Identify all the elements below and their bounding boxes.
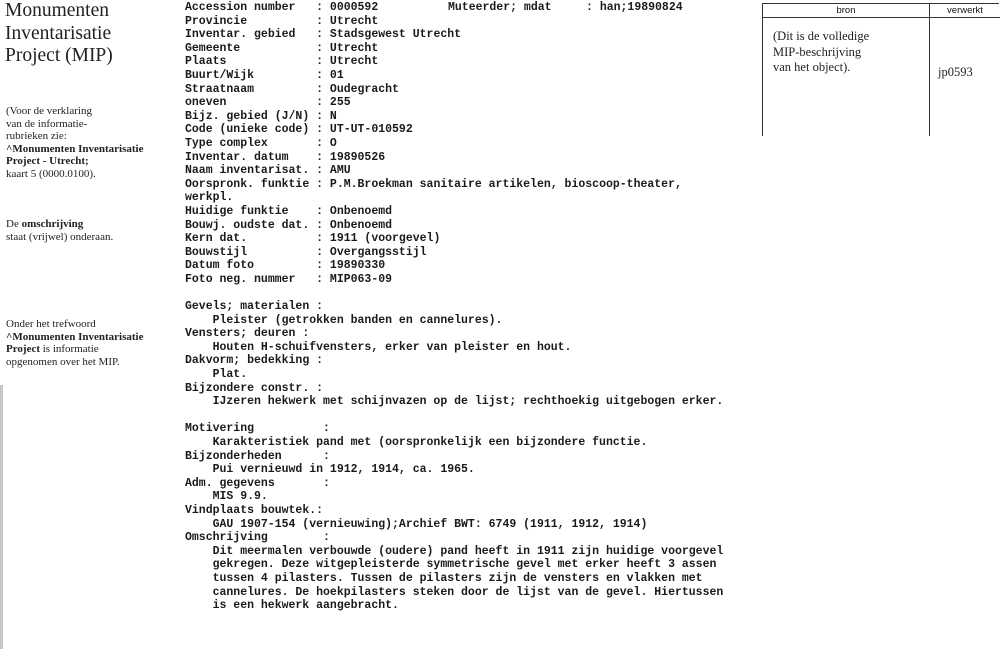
section-heading: Vensters; deuren : [185,327,310,341]
field-value: 01 [329,68,344,82]
section-heading: Gevels; materialen : [185,300,324,314]
note-text: rubrieken zie: [6,130,67,143]
field-value: Stadsgewest Utrecht [329,28,462,42]
note-text: opgenomen over het MIP. [6,355,120,368]
field-label: Inventar. gebied [185,28,296,42]
field-label: Straatnaam [185,82,255,96]
field-row [185,15,723,29]
field-label: Plaats [185,55,227,69]
title-line: Inventarisatie [5,22,112,44]
note-text: kaart 5 (0000.0100). [6,167,96,180]
section-text: Pleister (getrokken banden en cannelures). [212,313,503,327]
field-separator: : [316,14,330,28]
section-text: Plat. [212,368,248,382]
section-text: Houten H-schuifvensters, erker van pleister en hout. [212,340,572,354]
blank-line [185,409,723,423]
title-line: Monumenten [5,0,109,21]
bron-cell [773,29,869,76]
field-row [185,96,723,110]
note-text: De [6,218,22,230]
field-value: O [329,136,337,150]
field-value: Overgangsstijl [329,245,427,259]
field-value: MIP063-09 [329,272,393,286]
section-text: gekregen. Deze witgepleisterde symmetrische gevel met erker heeft 3 assen [212,558,717,572]
section-heading: Adm. gegevens : [185,476,330,490]
note-text: (Voor de verklaring [6,105,92,117]
field-value: 255 [329,96,351,110]
blank-line [185,286,723,300]
field-row [185,164,723,178]
field-value: N [329,109,337,123]
note-text: staat (vrijwel) onderaan. [6,230,114,243]
section-text: IJzeren hekwerk met schijnvazen op de lijst; rechthoekig uitgebogen erker. [212,395,724,409]
bron-line: (Dit is de volledige [773,29,870,43]
field-label: Type complex [185,136,268,150]
field-row [185,151,723,165]
field-label: Gemeente [185,41,241,55]
section-heading: Bijzonderheden : [185,449,330,463]
field-label: Code (unieke code) [185,123,310,137]
field-label: Accession number [185,1,296,14]
field-value: Utrecht [329,55,379,69]
field-separator: : [316,41,330,55]
field-separator: : [316,164,330,178]
header-bron: bron [763,4,929,18]
note-text: Onder het trefwoord [6,318,96,330]
field-value: 1911 (voorgevel) [329,232,441,246]
field-value: AMU [329,164,351,178]
note-link: ^Monumenten Inventarisatie [6,142,144,155]
field-row [185,42,723,56]
field-value: : han;19890824 [586,1,683,14]
section-heading: Dakvorm; bedekking : [185,354,324,368]
field-value: 19890526 [329,150,386,164]
section-text: GAU 1907-154 (vernieuwing);Archief BWT: 6749 (1911, 1912, 1914) [212,517,648,531]
section-text: MIS 9.9. [212,490,268,504]
field-label: Foto neg. nummer [185,272,296,286]
field-label: Naam inventarisat. [185,164,310,178]
field-label: Inventar. datum [185,150,289,164]
note-keyword [6,318,143,368]
field-row [185,205,723,219]
field-value: P.M.Broekman sanitaire artikelen, bioscoop-theater, [329,177,682,191]
note-link: Project - Utrecht; [6,155,89,168]
field-value: Onbenoemd [329,204,393,218]
field-separator: : [316,245,330,259]
field-row [185,178,723,192]
bron-line: van het object). [773,60,851,74]
field-separator: : [316,232,330,246]
document-title [5,0,113,68]
field-label: Bouwj. oudste dat. [185,218,310,232]
field-label: Huidige funktie [185,204,289,218]
field-separator: : [316,96,330,110]
field-label: Buurt/Wijk [185,68,255,82]
field-value: Oudegracht [329,82,399,96]
field-row [185,273,723,287]
field-row [185,259,723,273]
section-text: Dit meermalen verbouwde (oudere) pand heeft in 1911 zijn huidige voorgevel [212,544,724,558]
source-table [762,3,999,136]
field-value: 0000592 [329,1,379,14]
field-continuation: werkpl. [185,191,234,205]
note-text: is informatie [40,343,99,356]
section-heading: Bijzondere constr. : [185,381,324,395]
field-value: UT-UT-010592 [329,123,413,137]
field-row [185,110,723,124]
field-row [185,137,723,151]
field-label: Kern dat. [185,232,248,246]
field-label: Muteerder; mdat [448,1,552,14]
field-label: Oorspronk. funktie [185,177,310,191]
field-separator: : [316,28,330,42]
section-text: is een hekwerk aangebracht. [212,599,399,613]
field-row [185,246,723,260]
field-row [185,219,723,233]
field-separator: : [316,204,330,218]
note-link: ^Monumenten Inventarisatie [6,330,144,343]
field-separator: : [316,177,330,191]
field-value: Utrecht [329,41,379,55]
field-separator: : [316,136,330,150]
field-separator: : [316,68,330,82]
field-row [185,69,723,83]
title-line: Project (MIP) [5,45,113,66]
field-row [185,55,723,69]
field-label: Provincie [185,14,248,28]
field-label: Datum foto [185,259,255,273]
field-value: 19890330 [329,259,386,273]
section-heading: Omschrijving : [185,531,330,545]
field-separator: : [316,123,330,137]
note-reference [6,105,143,181]
field-separator: : [316,109,330,123]
section-text: cannelures. De hoekpilasters steken door de lijst van de gevel. Hiertussen [212,585,724,599]
section-heading: Vindplaats bouwtek.: [185,503,324,517]
record-fields [185,1,723,613]
field-label: oneven [185,96,227,110]
section-heading: Motivering : [185,422,330,436]
section-text: Pui vernieuwd in 1912, 1914, ca. 1965. [212,463,475,477]
field-row [185,123,723,137]
scan-edge [0,385,3,649]
field-label: Bouwstijl [185,245,248,259]
field-row [185,232,723,246]
section-text: tussen 4 pilasters. Tussen de pilasters zijn de vensters en vlakken met [212,571,703,585]
field-separator: : [316,55,330,69]
field-value: Onbenoemd [329,218,393,232]
note-description [6,218,113,243]
field-value: Utrecht [329,14,379,28]
field-separator: : [316,272,330,286]
field-label: Bijz. gebied (J/N) [185,109,310,123]
field-separator: : [316,218,330,232]
field-separator: : [316,259,330,273]
muteerder-field [448,1,683,15]
header-verwerkt: verwerkt [929,4,1000,18]
note-text: van de informatie- [6,117,88,130]
field-row [185,83,723,97]
field-row [185,28,723,42]
note-link: Project [6,343,40,356]
verwerkt-cell: jp0593 [938,65,973,79]
field-separator: : [316,82,330,96]
field-separator: : [316,1,330,14]
bron-line: MIP-beschrijving [773,44,862,59]
field-separator: : [316,150,330,164]
section-text: Karakteristiek pand met (oorspronkelijk een bijzondere functie. [212,436,648,449]
note-bold: omschrijving [21,218,84,230]
column-divider [929,18,930,136]
